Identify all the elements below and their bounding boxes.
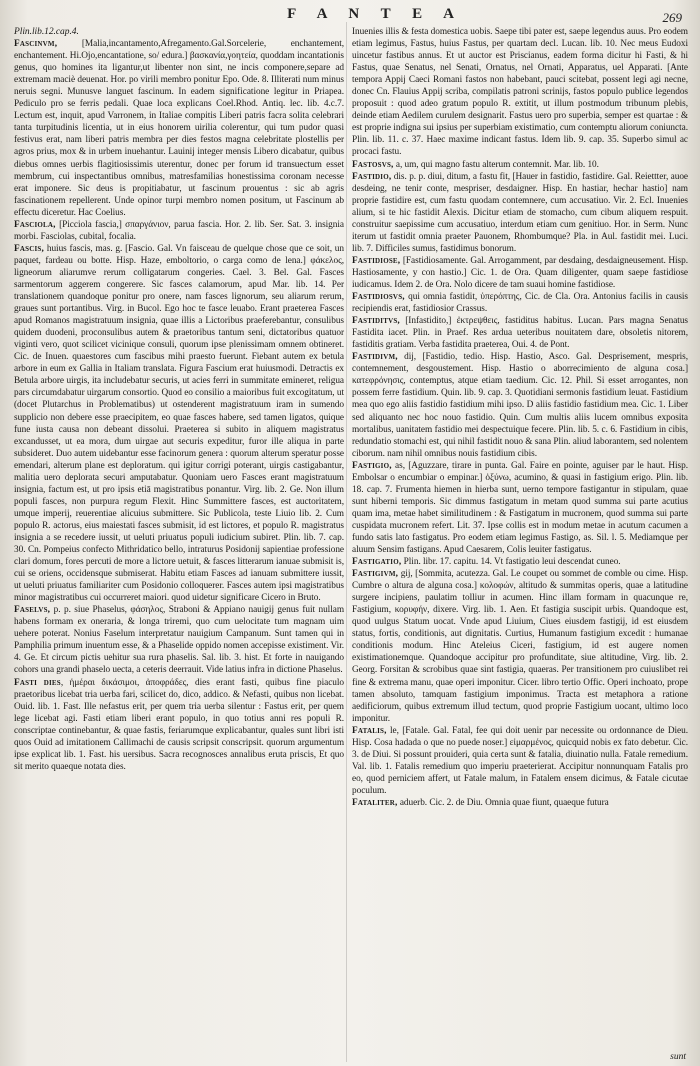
- entry-text: [Picciola fascia,] σπαργάνιον, parua fascia. Hor. 2. lib. Ser. Sat. 3. insignia morbi. Fasciolas, cubital, focalia.: [14, 219, 344, 242]
- entry-text: dij, [Fastidio, tedio. Hisp. Hastio, Asco. Gal. Desprisement, mespris, contemnement, desgoustement. Hisp. Hastio o aborrecimiento de alguna cosa.] κατεφρόνησις, contemptus, atque etiam taedium. Cic. 12. Phil. Si esset arrogantes, non possem ferre fastidium. Quin. lib. 9. cap. 3. Quotidiani sermonis fastidium leuat. Fastidium mea quo ego aliis fastidio fastidium mihi ipso. D aliis fastidio fastidium mea. Cic. 1. Liber sed aliquanto nec hoc nouo fastidio. Quin. Cum multis aliis lucem omnibus exposita mortalibus, uanitatem fastidio mei despectuique fecere. Plin. lib. 5. c. 6. Fastidium in cibis, redundatio stomachi est, qui nihil fastidit nouo & sana Plin. aliud laborantem, sed nolentem ciborum. nam nihil omnibus nouis fastidium cibis.: [352, 352, 688, 459]
- dictionary-entry: [14, 677, 344, 773]
- left-column: [14, 26, 344, 773]
- entry-text: le, [Fatale. Gal. Fatal, fee qui doit uenir par necessite ou ordonnance de Dieu. Hisp. Cosa hadada o que no puede noser.] εἱμαρμένος, quicquid nobis ex fato debetur. Cic. 3. de Diui. Si possunt prouideri, quia certa sunt & fatalia, diuinatio nulla. Fatale remedium. Val. lib. 1. Fatalis remedium quo imperiu praeterierat. Accipitur nonnunquam Fatalis pro eo, quod perniciem affert, ut Fatale malum, in Fatalem ensem dicimus, & Fatale cicutae poculum.: [352, 725, 688, 796]
- dictionary-entry: [352, 351, 688, 459]
- entry-text: qui omnia fastidit, ὑπερόπτης, Cic. de Cla. Ora. Antonius facilis in causis recipiendis erat, fastidiosior Crassus.: [352, 292, 688, 315]
- right-column: [352, 26, 688, 809]
- entry-text: huius fascis, mas. g. [Fascio. Gal. Vn faisceau de quelque chose que ce soit, un paquet, fardeau ou botte. Hisp. Haze, emboltorio, o carga como de lena.] φάκελος, ligneorum aliarumve rerum colligatarum congeries. Cael. 3. Bel. Gal. Fasces sarmentorum aggerem congerere. Sic fasces calamorum, apud Mar. lib. 14. Per translationem quandoque ponitur pro onere, nam fasces lignorum, seu aliarum rerum, graues sunt portantibus. Virg. in Bucol. Ego hoc te fasce leuabo. Erant praeterea Fasces apud Romanos magistratuum insignia, quae illis a Lictoribus praeferebantur, consulibus quidem duodeni, proconsulibus autem & praetoribus tantum seni, dictatoribus quatuor viginti vero, quot scilicet vicinique consuli, quorum ipse plenissimam omnem obtineret. Cic. de Inuen. quaestores cum fascibus mihi praesto fuerunt. Fiebant autem ex betula arbore in eum ex Gallia in Italiam translata. Figura Fascium erat huiusmodi. Detractis ex Betula arbore uirgis, ita includebatur securis, ut acies ferri in summitate emineret, religua pars circumdabatur uirgarum consortio. Quod eo consilio a maioribus fuit excogitatum, ut (docet Plutarchus in Problematibus) ut ostenderent magistratuum iram in sumendo supplicio non debere esse praecipitem, eo quae fasces habere, sed tamen ligatos, quique fune iusta causa non debeant dissolui. Praeterea si subito in aliquem magistratus excandusset, ut ea mora, dum uirgae aut securis expeditur, furor ille aliqua in parte subsideret. Duo autem uidebantur esse facinorum genera : quorum alterum speratur posse emendari, alterum plane est deploratum. qui igitur corrigi poterant, uirgis castigabantur, malitia uero deplorata securi amputabatur. Quoniam uero Fasces erant magistratuum insignia, factum est, ut pro ipsis etiā magistratibus ponantur. Virg. lib. 2. Ge. Non illum populi fasces, non purpura regum Flexit. Hinc Summittere fasces, est auctoritatem, umque imperij, reuerentiae alicuius submittere. Sic Publicola, teste Liuio lib. 2. Cum populo R. actorus, eius maiestati fasces submisit, id est lictores, et populo R. magistratus insignia a se recedere iussit, ut ueluti priuatus populi iudicium subiret. Plin. lib. 7. cap. 30. Cn. Pompeius confecto Mithridatico bello, intraturus Posidonij sapientiae professione clari domum, fores percuti de more a lictore uetuit, & fasces litterarum ianuae submisit is, cui se oriens, occidensque submiserat. Habitu etiam Fasces ad ianuam submittere iussit, ut ueluti priuatus familiariter cum Posidonio colloquerer. Fasces autem ipsi magistratibus minor magistratibus cui occurreret maiori. quod uidetur significare Cicero in Bruto.: [14, 243, 344, 604]
- running-header: F A N T E A: [287, 6, 463, 22]
- top-reference: Plin.lib.12.cap.4.: [14, 27, 79, 37]
- dictionary-entry: [352, 797, 688, 809]
- entry-text: Plin. libr. 17. capitu. 14. Vt fastigatio leui descendat cuneo.: [403, 557, 621, 568]
- entry-headword: Fastidiosvs,: [352, 292, 405, 303]
- entry-headword: Fastigivm,: [352, 569, 399, 580]
- dictionary-entry: [352, 26, 688, 159]
- dictionary-entry: [352, 315, 688, 351]
- entry-headword: Faselvs,: [14, 605, 51, 616]
- dictionary-entry: [352, 725, 688, 797]
- page-number: 269: [662, 10, 682, 25]
- entry-headword: Fastidiose,: [352, 255, 401, 266]
- dictionary-entry: [352, 460, 688, 556]
- dictionary-entry: [352, 556, 688, 568]
- dictionary-entry: [14, 38, 344, 219]
- entry-text: p. p. siue Phaselus, φάσηλος, Straboni & Appiano nauigij genus fuit nullam habens formam ex oneraria, & longa triremi, quo cum uelocitate tum magnam uim uehere poterat. Nonius Faselum interpretatur nauigium Campanum. Sunt tamen qui in Pamphilia primum inuentum esse, & a Phaselide oppido nomen accepisse existiment. Vir. 4. Ge. Et circum pictis uehitur sua rura phaselis. Sal. lib. 3. hist. Et forte in nauigando cohors una grandi phaselo uecta, a ceteris deerrauit. Vide latius infra in dictione Phaselus.: [14, 605, 344, 676]
- entry-headword: Fatalis,: [352, 725, 387, 736]
- entry-headword: Fastigatio,: [352, 557, 402, 568]
- entry-text: gij, [Sommita, acutezza. Gal. Le coupet ou sommet de comble ou cime. Hisp. Cumbre o altura de alguna cosa.] κολοφών, altitudo & summitas operis, quae a latitudine surgere incipiens, paulatim tolliur in acumen. Hinc illam formam in quacunque re, Fastigium, κορυφήν, dixere. Virg. lib. 1. Aen. Et fastigia suscipit urbis. Quandoque est, quod uulgus Statum uocat. Vnde apud Liuium, Ciues eiusdem fastigij, id est eiusdem status, fortis, conditionis, aut dignitatis. Curtius, Humanum fastigium excedit : humanae conditionis modum. Hinc Ateleius Ciceri, fastigium, id est augere nomen existimationemque. Quandoque accipitur pro profunditate, siue altitudine, Virg. lib. 2. Georg. Forsitan & scrobibus quae sint fastigia, quaeras. Per transitionem pro cuiuslibet rei fine & extrema manu, quae operi imponitur. Cicer. libro tertio Offic. Operi inchoato, prope tamen absoluto, tamquam fastigium imponimus. Tracta est metaphora a ratione aedificiorum, quibus extremum illud tectum, quod proprie Fastigium uocant, ultimo loco imponitur.: [352, 569, 688, 724]
- entry-text: , ἡμέραι δικάσιμοι, ἀποφράδες, dies erant fasti, quibus fine piaculo praetoribus licebat tria uerba fari, scilicet do, dico, addico. & Nefasti, quibus non licebat. Ouid. lib. 1. Fast. Ille nefastus erit, per quem tria uerba silentur : Fastus erit, per quem lege licebat agi. Fasti etiam liberi erant populo, in quo totius anni res populi R. conscriptae continebantur, & quae fastis, feriarumque explicabantur, quales sunt libri isti quos Ouid ad imitationem Callimachi de causis scripsit conscripsit. quorum argumentum ipse explicat lib. 1. Fast. his uersibus. Sacra recognosces annalibus eruta priscis, Et quo sit merito quaeque notata dies.: [14, 677, 345, 772]
- dictionary-entry: [14, 219, 344, 243]
- dictionary-entry: [14, 604, 344, 676]
- entry-text: as, [Aguzzare, tirare in punta. Gal. Faire en pointe, aguiser par le haut. Hisp. Embolsar o encumbiar o empinar.] ὀξύνω, acumino, & quasi in fastigium erigo. Plin. lib. 18. cap. 7. Frumenta hiemen in hierba sunt, uerno tempore fastigantur in stipulam, quae sunt hiberni temporis. Sic dimmus fastigatum in metam quod summa sui parte acutius quam ima, metae habet similitudinem : & Fastigatum in mucronem, quod summa sui parte cuspidata mucronem refert. Lit. 37. Ipse collis est in modum metae in acutum cacumen a fundo satis lato fastigatus. Pro eodem etiam legimus Fastigo, as. Sil. l. 5. Mediamque per aluum Sensim fastigans. Apud Caesarem, Colis leuiter fastigatus.: [352, 460, 688, 556]
- entry-text: [Fastidiosamente. Gal. Arrogamment, par desdaing, desdaigneusement. Hisp. Hastiosamente, y con hastio.] Cic. 1. de Ora. Quam diligenter, quam saepe fastidiose iudicamus. Idem 2. de Ora. Nolo dicere de tam suaui homine fastidiose.: [352, 255, 688, 290]
- entry-text: Inuenies illis & festa domestica uobis. Saepe tibi pater est, saepe legendus auus. Pro eodem etiam legimus, Fastus, huius Fastus, per quartam decl. Lucan. lib. 10. Nec meus Eudoxi uincetur fastibus annus. Et ut auctor est Priscianus, eadem forma dicitur hi Fasti, & hi Fastus, quae Senatus, nel Senati, Ornatus, nel Ornati, Apparatus, uel Apparati. [Ante tempora Appij Caeci Romani fastos non habebant, pauci scitebat, possent legi agi necne, donec Cn. Flauius Appij scriba, compilatis patroni scrinijs, fastos populo publice legendos proposuit : quod adeo gratum populo R. extitit, ut illum postmodum tribunum plebis, deinde etiam Aedilem curulem designarit. Fastus uero pro superbia, semper est quartae : & est proprie indigna sui ipsius per superbiam existimatio, cum contemptu aliorum coniuncta. Plin. lib. 11. c. 37. Haec maxime indicant fastus. Idem lib. 9. cap. 35. Superbo simul ac procaci fastu.: [352, 27, 688, 158]
- left-entries: [14, 38, 344, 773]
- dictionary-entry: [14, 243, 344, 604]
- dictionary-entry: [352, 171, 688, 255]
- entry-headword: Fastosvs,: [352, 159, 394, 170]
- entry-text: [Malia,incantamento,Afregamento.Gal.Sorcelerie, enchantement, enchantement. Hi.Ojo,encantatione, so/ edura.] βασκανία,γοητεία, quoddam incantationis genus, quo homines ita ligantur,ut libenter non sint, ne incis componere,separe ad extremam maciè deuenat. Hor. po virili membro ponitur Epo. Ode. 8. Illiterati num minus neruis segni. Munusve languet fascinum. In eadem significatione legitur in Priapea. Pediculo pro se ferris pedali. Quae loca explicans Coel.Rhod. Antiq. lec. lib. 4.c.7. Lectum est, inquit, apud Varronem, in Italiae compitis Liberi patris facra solita celebrari tanta turpitudinis licentia, ut in eius honorem uirilia colerentur, qui tum pudor quasi festivus erat, nam liberi patris membra per dies festos magna celebritate plostellis per agros prius, mox & in urbem inuehantur. Lauinij integer mensis Libero dicabatur, quibus diebus omnes uerbis flagitiosissimis uterentur, donec per forum id transuectum esset membrum, cui inspectantibus omnibus, matresfamilias honestissima coronam necesse erat imponere. Sic deus is propitiabatur, ut fascinum prouentus : sic ab agris fascinationem repellerent. Unde opinor turpi membro nomen positum, ut Fascinum ab effectu diceretur. Hac Coelius.: [14, 39, 345, 218]
- dictionary-entry: [352, 255, 688, 291]
- entry-text: [Infastidito,] ἐκτρεψθεις, fastiditus habitus. Lucan. Pars magna Senatus Fastidita iacet. Plin. in Praef. Res ardua ueteribus nouitatem dare, obsoletis nitorem, fastiditis gratiam. Verba fastidita praeterea, Oui. 4. de Pont.: [352, 316, 688, 351]
- entry-headword: Fascis,: [14, 243, 45, 254]
- entry-headword: Fascinvm,: [14, 39, 58, 50]
- entry-headword: Fastidivm,: [352, 352, 398, 363]
- catchword: sunt: [670, 1052, 686, 1062]
- entry-headword: Fastiditvs,: [352, 316, 400, 327]
- dictionary-entry: [352, 291, 688, 315]
- entry-text: aduerb. Cic. 2. de Diu. Omnia quae fiunt, quaeque futura: [399, 798, 609, 808]
- entry-headword: Fasciola,: [14, 219, 56, 230]
- entry-text: a, um, qui magno fastu alterum contemnit. Mar. lib. 10.: [395, 159, 599, 170]
- entry-headword: Fastidio,: [352, 171, 392, 182]
- dictionary-entry: [352, 159, 688, 171]
- entry-text: dis. p. p. diui, ditum, a fastu fit, [Hauer in fastidio, fastidire. Gal. Reiettter, auoe desdeing, ne tenir conte, mespriser, desdaigner. Hisp. En hastiar, hechar hastio] nam proprie fastidire est, cum fastu quodam contemnere, cum accusatiuo. Vir. 2. Ecl. Inuenies alium, si te hic fastidit Alexis. Dicitur etiam de stomacho, cum cibum aliquem respuit. construitur saepissime cum accusatiuo, interdum etiam cum genitiuo. Hor. in Serm. Nunc iterum ut fastidit omnia praeter Pauonem, Rhombumque? Pla. in Aul. fastidit mei. Luci. lib. 7. Difficiles sumus, fastidimus bonorum.: [352, 171, 688, 254]
- entry-headword: Fastigio,: [352, 460, 392, 471]
- dictionary-entry: [352, 568, 688, 725]
- entry-headword: Fataliter,: [352, 798, 398, 808]
- entry-headword: Fasti dies: [14, 677, 61, 688]
- column-divider: [346, 22, 347, 1062]
